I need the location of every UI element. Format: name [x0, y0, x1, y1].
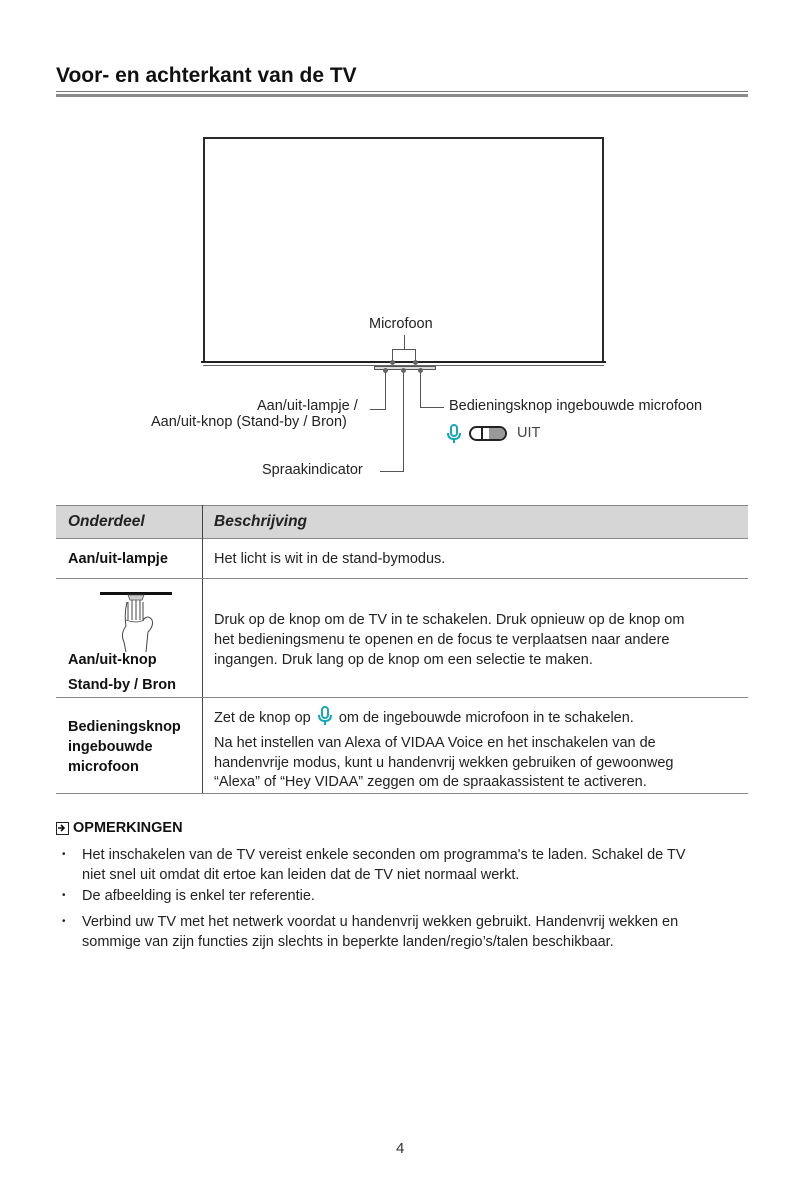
mic-hole-dot: [390, 360, 395, 365]
leader-line: [403, 372, 404, 472]
switch-state-label: UIT: [517, 425, 541, 441]
row-description: Het licht is wit in de stand-bymodus.: [214, 551, 446, 567]
row-part: Bedieningsknop: [68, 719, 181, 735]
bullet-icon: •: [62, 916, 66, 927]
row-part: microfoon: [68, 759, 139, 775]
note-text: Het inschakelen van de TV vereist enkele seconden om programma's te laden. Schakel de TV: [82, 847, 686, 863]
row-part: Stand-by / Bron: [68, 677, 176, 693]
mic-hole-dot: [413, 360, 418, 365]
leader-line: [404, 335, 405, 349]
desc-text: om de ingebouwde microfoon in te schakelen.: [338, 710, 634, 726]
label-power-button: Aan/uit-knop (Stand-by / Bron): [151, 414, 347, 430]
leader-line: [370, 409, 386, 410]
row-description: “Alexa” of “Hey VIDAA” zeggen om de spraakassistent te activeren.: [214, 774, 647, 790]
row-description: handenvrije modus, kunt u handenvrij wekken gebruiken of gewoonweg: [214, 755, 674, 771]
row-part: Aan/uit-lampje: [68, 551, 168, 567]
bullet-icon: •: [62, 849, 66, 860]
row-part: ingebouwde: [68, 739, 153, 755]
column-divider: [202, 505, 203, 794]
label-power-led: Aan/uit-lampje /: [257, 398, 358, 414]
page-title: Voor- en achterkant van de TV: [56, 64, 357, 87]
desc-text: Zet de knop op: [214, 710, 311, 726]
notes-title: OPMERKINGEN: [73, 820, 183, 836]
leader-line: [420, 407, 444, 408]
row-divider: [56, 793, 748, 794]
tv-bottom-bezel: [201, 361, 606, 363]
row-divider: [56, 578, 748, 579]
page-number: 4: [396, 1140, 405, 1157]
microphone-icon: [446, 424, 462, 449]
row-divider: [56, 697, 748, 698]
note-text: Verbind uw TV met het netwerk voordat u handenvrij wekken gebruikt. Handenvrij wekken en: [82, 914, 679, 930]
label-mic-switch: Bedieningsknop ingebouwde microfoon: [449, 398, 703, 414]
table-header: [56, 505, 748, 539]
notes-heading: [56, 820, 183, 836]
title-divider: [56, 91, 748, 92]
leader-line: [392, 349, 416, 350]
leader-line: [380, 471, 404, 472]
note-text: De afbeelding is enkel ter referentie.: [82, 888, 315, 904]
leader-line: [385, 372, 386, 410]
toggle-switch-icon: [469, 426, 507, 441]
row-description: [214, 706, 744, 732]
title-divider-thick: [56, 94, 748, 97]
header-description: Beschrijving: [214, 513, 308, 530]
microphone-icon: [317, 706, 333, 732]
leader-line: [420, 372, 421, 408]
row-description: Druk op de knop om de TV in te schakelen. Druk opnieuw op de knop om: [214, 612, 685, 628]
row-description: het bedieningsmenu te openen en de focus te verplaatsen naar andere: [214, 632, 670, 648]
row-part: Aan/uit-knop: [68, 652, 157, 668]
row-description: Na het instellen van Alexa of VIDAA Voice en het inschakelen van de: [214, 735, 656, 751]
bullet-icon: •: [62, 890, 66, 901]
note-arrow-icon: [56, 822, 69, 835]
label-voice-indicator: Spraakindicator: [262, 462, 363, 478]
note-text: sommige van zijn functies zijn slechts in beperkte landen/regio’s/talen beschikbaar.: [82, 934, 614, 950]
header-part: Onderdeel: [68, 513, 145, 530]
row-description: ingangen. Druk lang op de knop om een selectie te maken.: [214, 652, 593, 668]
note-text: niet snel uit omdat dit ertoe kan leiden dat de TV niet normaal werkt.: [82, 867, 520, 883]
label-microphone: Microfoon: [369, 316, 433, 332]
